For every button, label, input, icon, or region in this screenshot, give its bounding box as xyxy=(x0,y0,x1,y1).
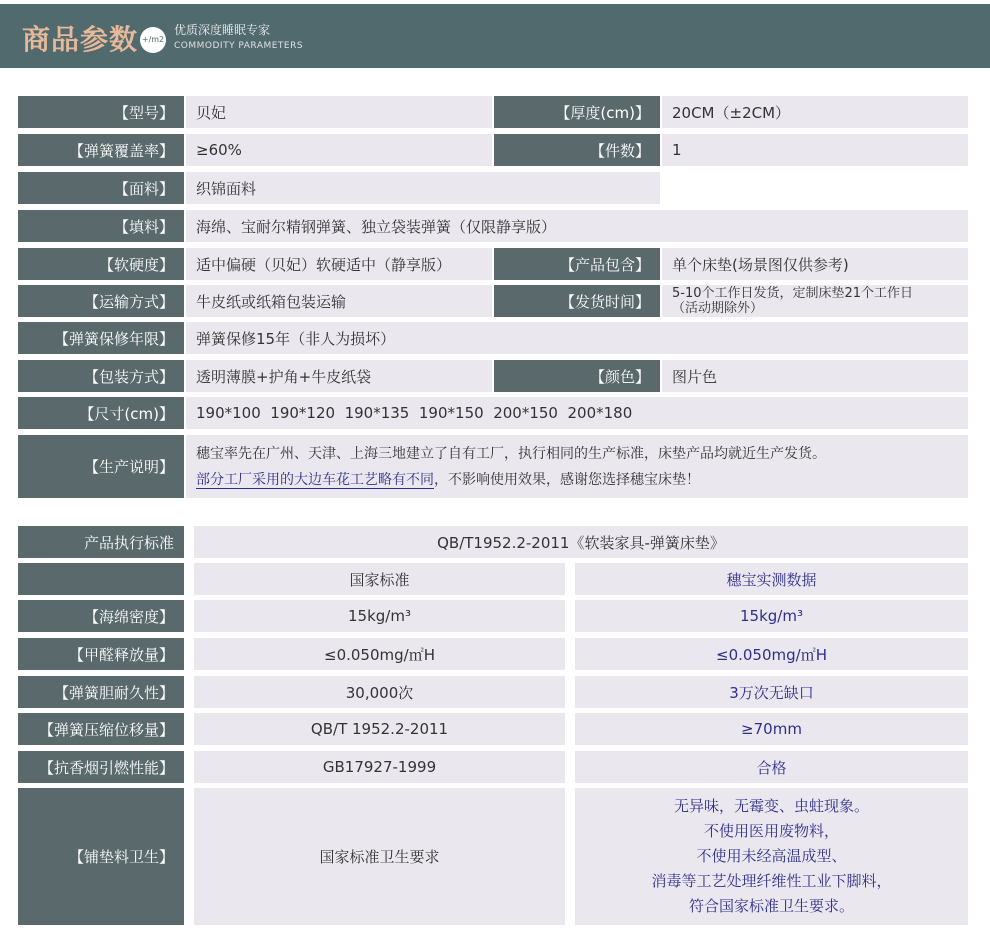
fabric-label: 【面料】 xyxy=(18,172,184,204)
col-national-header: 国家标准 xyxy=(194,563,565,595)
exec-standard-label: 产品执行标准 xyxy=(18,526,184,558)
shipping-label: 【运输方式】 xyxy=(18,285,184,317)
hygiene-national: 国家标准卫生要求 xyxy=(194,788,565,925)
production-value xyxy=(186,435,968,498)
standard-row-national: 30,000次 xyxy=(194,676,565,708)
standard-row-measured: 15kg/m³ xyxy=(575,600,968,632)
production-label: 【生产说明】 xyxy=(18,435,184,498)
coverage-value: ≥60% xyxy=(186,134,492,166)
hygiene-measured-line: 不使用未经高温成型、 xyxy=(696,847,847,865)
area-badge-icon: +/m2 xyxy=(140,27,166,53)
hygiene-measured-line: 不使用医用废物料， xyxy=(703,822,839,840)
pieces-label: 【件数】 xyxy=(494,134,660,166)
packing-value: 透明薄膜+护角+牛皮纸袋 xyxy=(186,360,492,392)
banner-subtitle-en: COMMODITY PARAMETERS xyxy=(174,41,304,51)
pieces-value: 1 xyxy=(662,134,968,166)
production-line-2 xyxy=(196,467,700,493)
size-label: 【尺寸(cm)】 xyxy=(18,397,184,429)
filling-value: 海绵、宝耐尔精钢弹簧、独立袋装弹簧（仅限静享版） xyxy=(186,210,968,242)
model-value: 贝妃 xyxy=(186,96,492,128)
header-blank-cell xyxy=(18,563,184,595)
production-highlight: 部分工厂采用的大边车花工艺略有不同 xyxy=(196,471,434,488)
warranty-label: 【弹簧保修年限】 xyxy=(18,322,184,354)
hygiene-measured-line: 无异味，无霉变、虫蛀现象。 xyxy=(673,797,869,815)
fabric-value: 织锦面料 xyxy=(186,172,660,204)
col-measured-header: 穗宝实测数据 xyxy=(575,563,968,595)
production-line-1: 穗宝率先在广州、天津、上海三地建立了自有工厂，执行相同的生产标准，床垫产品均就近生产发货。 xyxy=(196,445,826,462)
warranty-value: 弹簧保修15年（非人为损坏） xyxy=(186,322,968,354)
delivery-line-2: （活动期除外） xyxy=(672,301,764,316)
hardness-label: 【软硬度】 xyxy=(18,248,184,280)
thickness-value: 20CM（±2CM） xyxy=(662,96,968,128)
standard-row-national: 15kg/m³ xyxy=(194,600,565,632)
production-line-2-rest: ，不影响使用效果，感谢您选择穗宝床垫！ xyxy=(434,471,700,488)
hygiene-measured-line: 消毒等工艺处理纤维性工业下脚料， xyxy=(651,872,892,890)
includes-label: 【产品包含】 xyxy=(494,248,660,280)
filling-label: 【填料】 xyxy=(18,210,184,242)
page-title: 商品参数 xyxy=(22,23,139,56)
standard-row-measured: 合格 xyxy=(575,751,968,783)
header-banner xyxy=(0,4,990,68)
delivery-value xyxy=(662,285,968,317)
standard-row-measured: 3万次无缺口 xyxy=(575,676,968,708)
standard-row-label: 【抗香烟引燃性能】 xyxy=(18,751,184,783)
hygiene-measured xyxy=(575,788,968,925)
standard-row-measured: ≥70mm xyxy=(575,713,968,745)
color-label: 【颜色】 xyxy=(494,360,660,392)
exec-standard-value: QB/T1952.2-2011《软装家具-弹簧床垫》 xyxy=(194,526,968,558)
standard-row-national: QB/T 1952.2-2011 xyxy=(194,713,565,745)
standard-row-label: 【弹簧胆耐久性】 xyxy=(18,676,184,708)
size-value: 190*100 190*120 190*135 190*150 200*150 200*180 xyxy=(186,397,968,429)
banner-subtitle-cn: 优质深度睡眠专家 xyxy=(174,23,271,37)
delivery-line-1: 5-10个工作日发货，定制床垫21个工作日 xyxy=(672,286,914,301)
standard-row-label: 【海绵密度】 xyxy=(18,600,184,632)
standard-row-label: 【弹簧压缩位移量】 xyxy=(18,713,184,745)
color-value: 图片色 xyxy=(662,360,968,392)
model-label: 【型号】 xyxy=(18,96,184,128)
standard-row-national: GB17927-1999 xyxy=(194,751,565,783)
shipping-value: 牛皮纸或纸箱包装运输 xyxy=(186,285,492,317)
thickness-label: 【厚度(cm)】 xyxy=(494,96,660,128)
standard-row-label: 【甲醛释放量】 xyxy=(18,638,184,670)
standard-row-measured: ≤0.050mg/㎡H xyxy=(575,638,968,670)
hygiene-measured-line: 符合国家标准卫生要求。 xyxy=(688,897,854,915)
standard-row-national: ≤0.050mg/㎡H xyxy=(194,638,565,670)
hygiene-label: 【铺垫料卫生】 xyxy=(18,788,184,925)
includes-value: 单个床垫(场景图仅供参考) xyxy=(662,248,968,280)
hardness-value: 适中偏硬（贝妃）软硬适中（静享版） xyxy=(186,248,492,280)
delivery-label: 【发货时间】 xyxy=(494,285,660,317)
packing-label: 【包装方式】 xyxy=(18,360,184,392)
coverage-label: 【弹簧覆盖率】 xyxy=(18,134,184,166)
